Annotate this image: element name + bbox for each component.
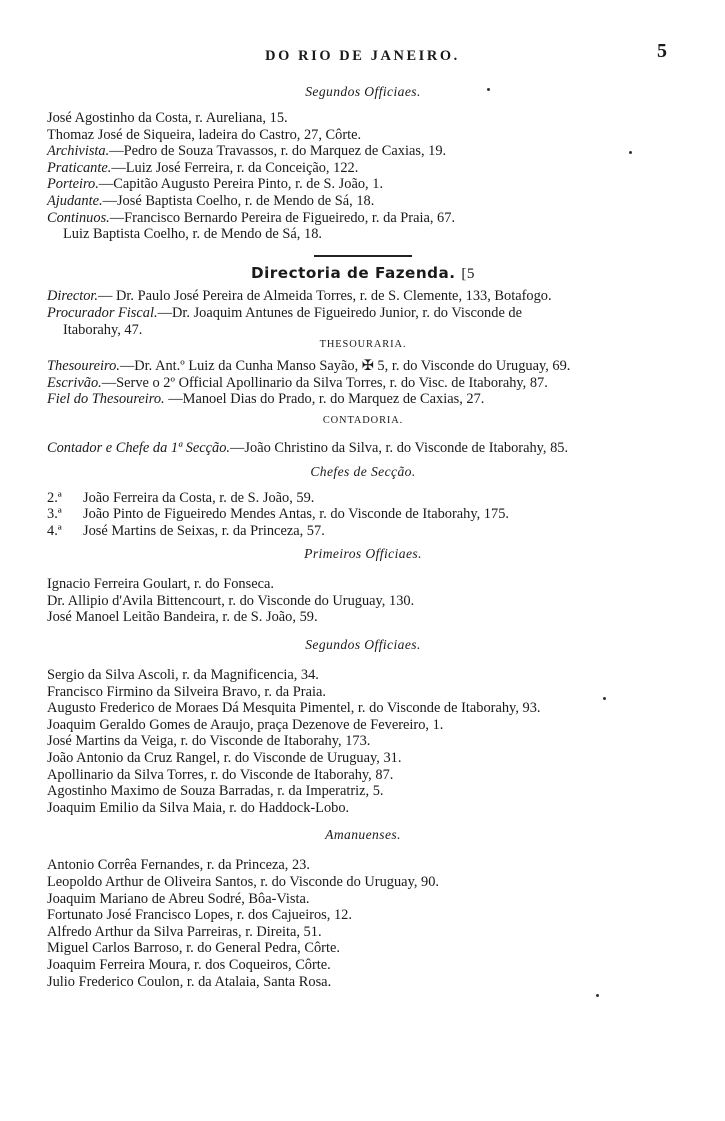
list-item: Agostinho Maximo de Souza Barradas, r. da Imperatriz, 5. xyxy=(47,783,384,800)
print-speck xyxy=(487,88,490,91)
list-item: Joaquim Mariano de Abreu Sodré, Bôa-Vista. xyxy=(47,890,310,907)
list-item: 4.ª José Martins de Seixas, r. da Princeza, 57. xyxy=(47,522,325,539)
list-item: Thomaz José de Siqueira, ladeira do Castro, 27, Côrte. xyxy=(47,126,362,143)
list-item: Julio Frederico Coulon, r. da Atalaia, Santa Rosa. xyxy=(47,973,332,990)
list-item: Francisco Firmino da Silveira Bravo, r. da Praia. xyxy=(47,683,326,700)
list-item: Miguel Carlos Barroso, r. do General Pedra, Côrte. xyxy=(47,940,340,957)
section-heading-chefes: Chefes de Secção. xyxy=(310,463,416,479)
list-item: Alfredo Arthur da Silva Parreiras, r. Direita, 51. xyxy=(47,923,322,940)
list-item: José Manoel Leitão Bandeira, r. de S. João, 59. xyxy=(47,609,318,626)
procurador-entry-cont: Itaborahy, 47. xyxy=(63,321,143,338)
list-item: Thesoureiro.—Dr. Ant.º Luiz da Cunha Manso Sayão, ✠ 5, r. do Visconde do Uruguay, 69. xyxy=(47,358,571,375)
list-item: 2.ª João Ferreira da Costa, r. de S. João, 59. xyxy=(47,489,315,506)
list-item: Apollinario da Silva Torres, r. do Visconde de Itaborahy, 87. xyxy=(47,766,394,783)
section-heading-amanuenses: Amanuenses. xyxy=(325,827,401,843)
list-item: Sergio da Silva Ascoli, r. da Magnificencia, 34. xyxy=(47,667,319,684)
list-item: Joaquim Ferreira Moura, r. dos Coqueiros, Côrte. xyxy=(47,956,331,973)
section-heading-contadoria: CONTADORIA. xyxy=(322,414,404,426)
section-heading-segundos-officiaes: Segundos Officiaes. xyxy=(305,84,421,99)
running-title: DO RIO DE JANEIRO. xyxy=(265,48,460,64)
list-item: 3.ª João Pinto de Figueiredo Mendes Antas, r. do Visconde de Itaborahy, 175. xyxy=(47,506,509,523)
list-item: Fortunato José Francisco Lopes, r. dos Cajueiros, 12. xyxy=(47,907,352,924)
list-item: Antonio Corrêa Fernandes, r. da Princeza, 23. xyxy=(47,857,310,874)
list-item: Augusto Frederico de Moraes Dá Mesquita Pimentel, r. do Visconde de Itaborahy, 93. xyxy=(47,700,541,717)
list-item: Dr. Allipio d'Avila Bittencourt, r. do Visconde do Uruguay, 130. xyxy=(47,592,415,609)
print-speck xyxy=(596,994,599,997)
list-item: Ajudante.—José Baptista Coelho, r. de Mendo de Sá, 18. xyxy=(47,192,375,209)
list-item: Ignacio Ferreira Goulart, r. do Fonseca. xyxy=(47,576,274,593)
list-item: Archivista.—Pedro de Souza Travassos, r. do Marquez de Caxias, 19. xyxy=(47,143,447,160)
list-item: Joaquim Geraldo Gomes de Araujo, praça Dezenove de Fevereiro, 1. xyxy=(47,716,444,733)
section-heading-primeiros: Primeiros Officiaes. xyxy=(304,546,422,562)
list-item: José Agostinho da Costa, r. Aureliana, 15. xyxy=(47,110,288,126)
section-heading-segundos: Segundos Officiaes. xyxy=(305,637,421,653)
page-body xyxy=(47,83,679,990)
department-title: Directoria de Fazenda. [5 xyxy=(250,263,476,282)
print-speck xyxy=(603,697,606,700)
contador-entry: Contador e Chefe da 1ª Secção.—João Christino da Silva, r. do Visconde de Itaborahy, 85. xyxy=(47,439,569,456)
list-item: Fiel do Thesoureiro. —Manoel Dias do Prado, r. do Marquez de Caxias, 27. xyxy=(47,391,485,408)
list-item: Continuos.—Francisco Bernardo Pereira de Figueiredo, r. da Praia, 67. xyxy=(47,209,456,226)
list-item: Leopoldo Arthur de Oliveira Santos, r. do Visconde do Uruguay, 90. xyxy=(47,874,440,890)
page-number: 5 xyxy=(657,40,667,62)
list-item: Luiz Baptista Coelho, r. de Mendo de Sá, 18. xyxy=(63,226,322,243)
list-item: José Martins da Veiga, r. do Visconde de Itaborahy, 173. xyxy=(47,733,371,750)
procurador-entry: Procurador Fiscal.—Dr. Joaquim Antunes de Figueiredo Junior, r. do Visconde de xyxy=(47,304,523,321)
list-item: Joaquim Emilio da Silva Maia, r. do Haddock-Lobo. xyxy=(47,799,350,816)
list-item: Porteiro.—Capitão Augusto Pereira Pinto, r. de S. João, 1. xyxy=(47,176,384,193)
list-item: Praticante.—Luiz José Ferreira, r. da Conceição, 122. xyxy=(47,159,359,176)
list-item: Escrivão.—Serve o 2º Official Apollinario da Silva Torres, r. do Visc. de Itaborahy, 87. xyxy=(47,374,548,391)
section-divider xyxy=(314,255,412,257)
print-speck xyxy=(629,151,632,154)
director-entry: Director.— Dr. Paulo José Pereira de Almeida Torres, r. de S. Clemente, 133, Botafogo. xyxy=(47,288,552,305)
entry-list xyxy=(47,110,679,243)
section-heading-thesouraria: THESOURARIA. xyxy=(319,339,407,351)
list-item: João Antonio da Cruz Rangel, r. do Visconde de Uruguay, 31. xyxy=(47,750,402,767)
